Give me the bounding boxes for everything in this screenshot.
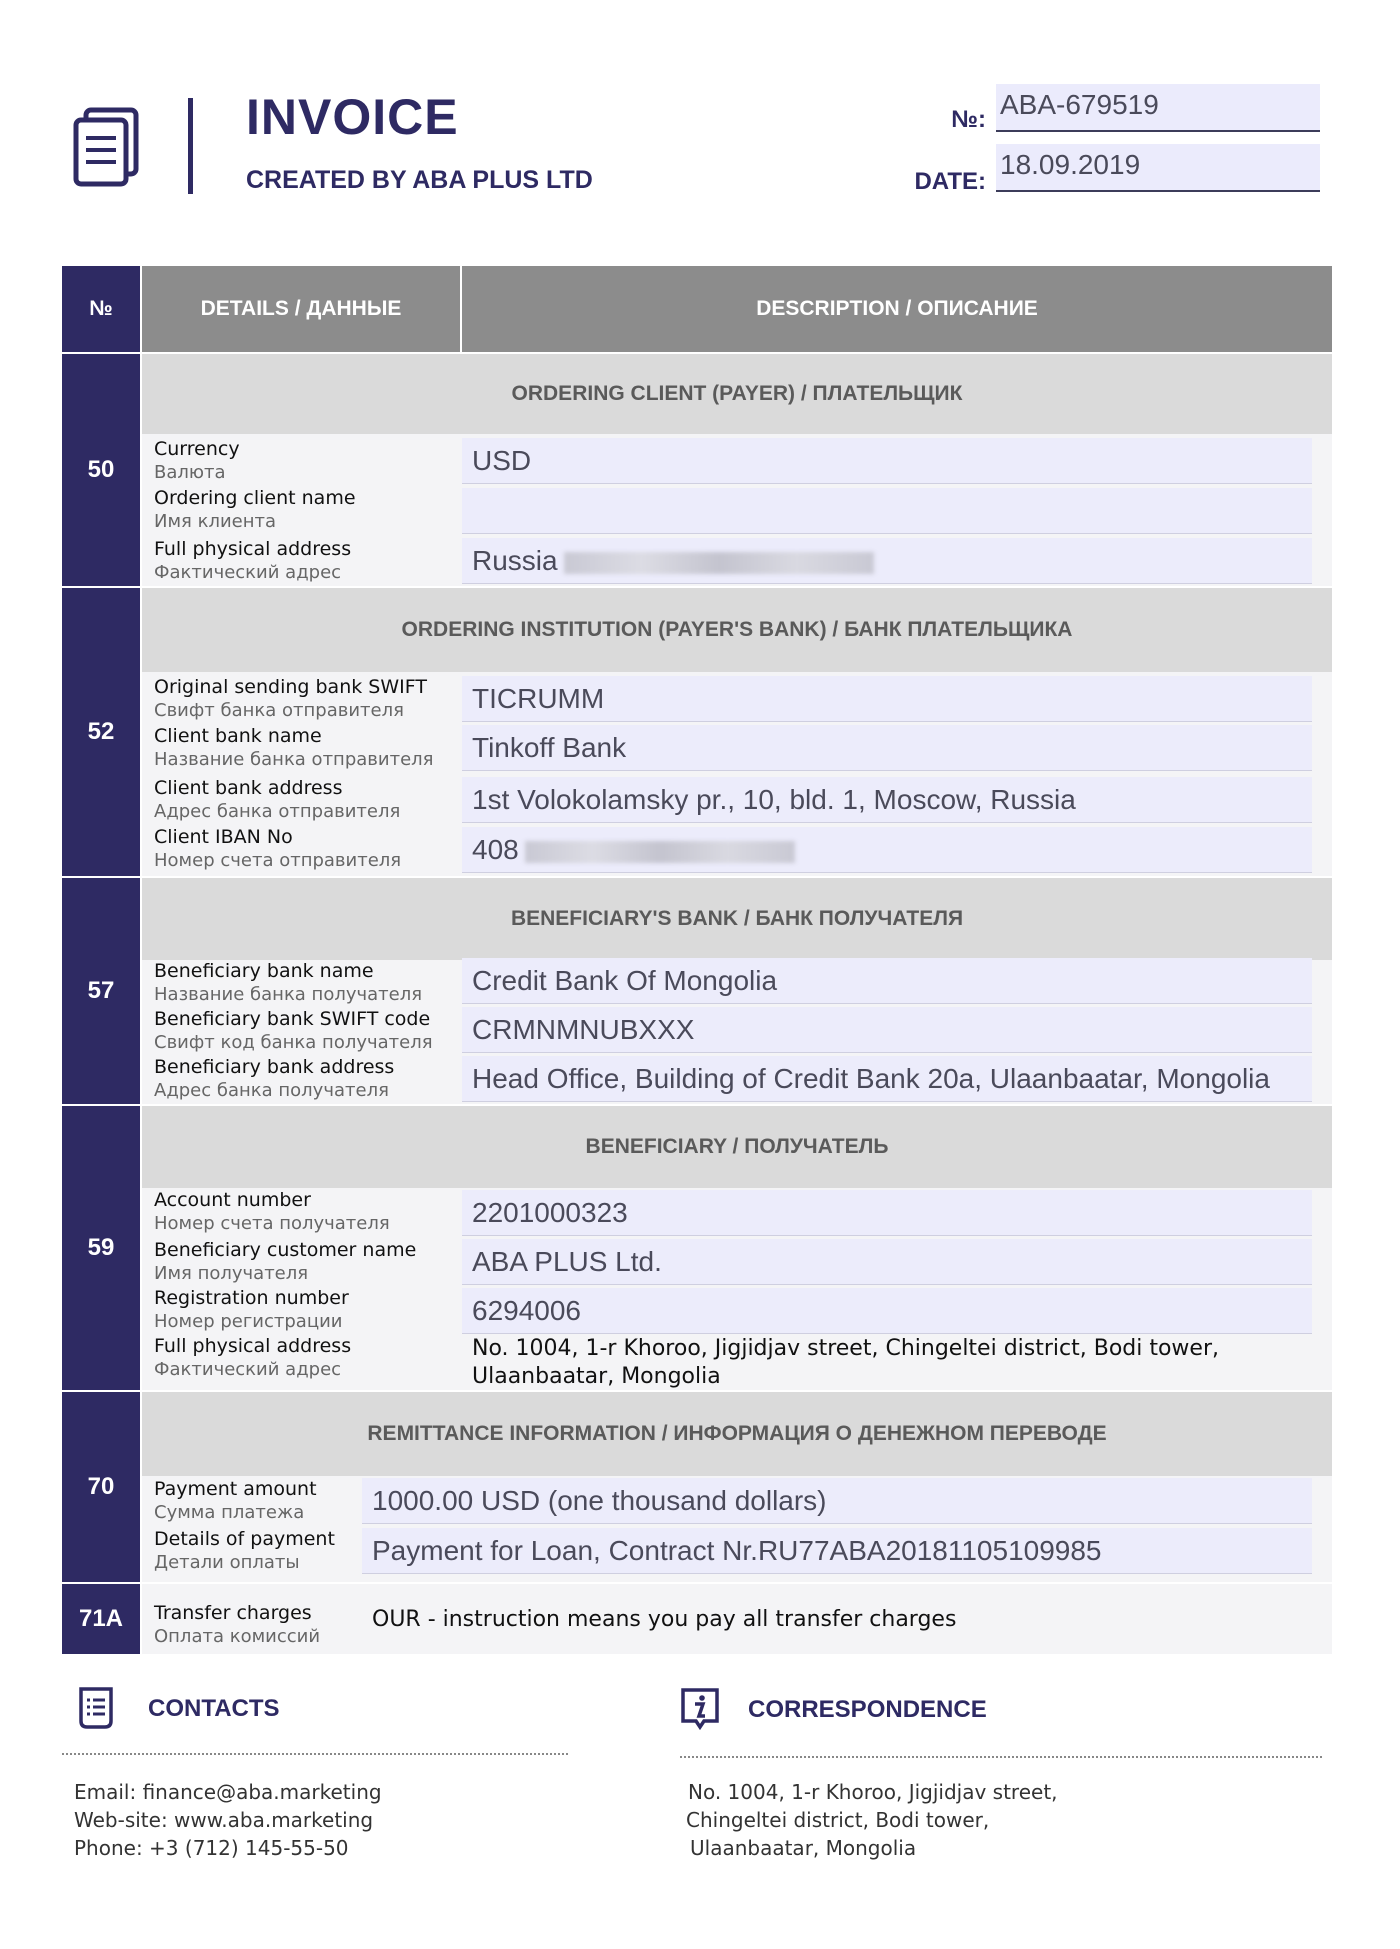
client-address-field[interactable]: Russia <box>462 538 1312 584</box>
row-label: Beneficiary bank SWIFT code <box>154 1008 431 1030</box>
contacts-website: Web-site: www.aba.marketing <box>74 1808 374 1832</box>
row-label-ru: Название банка получателя <box>154 984 423 1005</box>
invoice-date-label: DATE: <box>914 168 986 195</box>
row-label: Full physical address <box>154 538 352 560</box>
row-label: Transfer charges <box>154 1602 312 1624</box>
row-label-ru: Название банка отправителя <box>154 749 434 770</box>
header-details-cell: DETAILS / ДАННЫЕ <box>142 266 460 352</box>
header-num-cell: № <box>62 266 140 352</box>
row-label-ru: Сумма платежа <box>154 1502 305 1523</box>
row-label-ru: Валюта <box>154 462 226 483</box>
invoice-subtitle: CREATED BY ABA PLUS LTD <box>246 166 593 194</box>
row-label-ru: Номер регистрации <box>154 1311 343 1332</box>
section-code-57: 57 <box>62 878 140 1104</box>
row-label: Beneficiary bank name <box>154 960 374 982</box>
section-code-52: 52 <box>62 588 140 876</box>
invoice-date-field[interactable]: 18.09.2019 <box>996 144 1320 192</box>
document-icon <box>72 106 142 190</box>
payment-amount-field[interactable]: 1000.00 USD (one thousand dollars) <box>362 1478 1312 1524</box>
beneficiary-address-text: No. 1004, 1-r Khoroo, Jigjidjav street, Chingeltei district, Bodi tower, Ulaanbaatar, Mongolia <box>472 1336 1220 1389</box>
section-title-beneficiary-bank: BENEFICIARY'S BANK / БАНК ПОЛУЧАТЕЛЯ <box>142 878 1332 960</box>
row-label-ru: Фактический адрес <box>154 562 342 583</box>
invoice-number-field[interactable]: ABA-679519 <box>996 84 1320 132</box>
row-label-ru: Детали оплаты <box>154 1552 300 1573</box>
row-label-ru: Свифт банка отправителя <box>154 700 404 721</box>
redacted-text <box>564 552 874 574</box>
invoice-title: INVOICE <box>246 89 459 145</box>
beneficiary-bank-swift-field[interactable]: CRMNMNUBXXX <box>462 1007 1312 1053</box>
beneficiary-bank-address-field[interactable]: Head Office, Building of Credit Bank 20a, Ulaanbaatar, Mongolia <box>462 1056 1312 1102</box>
row-label-ru: Оплата комиссий <box>154 1626 321 1647</box>
redacted-text <box>525 841 795 863</box>
contacts-email: Email: finance@aba.marketing <box>74 1780 382 1804</box>
row-label: Details of payment <box>154 1528 335 1550</box>
section-code-71a: 71A <box>62 1584 140 1654</box>
account-number-field[interactable]: 2201000323 <box>462 1190 1312 1236</box>
section-title-remittance: REMITTANCE INFORMATION / ИНФОРМАЦИЯ О ДЕНЕЖНОМ ПЕРЕВОДЕ <box>142 1392 1332 1476</box>
row-label: Beneficiary bank address <box>154 1056 395 1078</box>
contacts-phone: Phone: +3 (712) 145-55-50 <box>74 1836 349 1860</box>
row-label: Payment amount <box>154 1478 317 1500</box>
section-code-50: 50 <box>62 354 140 586</box>
currency-field[interactable]: USD <box>462 438 1312 484</box>
header-divider <box>188 98 193 194</box>
row-label: Full physical address <box>154 1335 352 1357</box>
contacts-icon <box>76 1686 116 1730</box>
row-label-ru: Номер счета отправителя <box>154 850 402 871</box>
row-label-ru: Свифт код банка получателя <box>154 1032 433 1053</box>
correspondence-line-2: Chingeltei district, Bodi tower, <box>686 1808 990 1832</box>
row-label-ru: Адрес банка отправителя <box>154 801 401 822</box>
contacts-title: CONTACTS <box>148 1695 280 1722</box>
row-label-ru: Имя получателя <box>154 1263 309 1284</box>
transfer-charges-text: OUR - instruction means you pay all transfer charges <box>372 1607 957 1632</box>
client-bank-name-field[interactable]: Tinkoff Bank <box>462 725 1312 771</box>
row-label: Registration number <box>154 1287 349 1309</box>
invoice-number-label: №: <box>951 106 986 133</box>
section-code-70: 70 <box>62 1392 140 1582</box>
row-label: Ordering client name <box>154 487 356 509</box>
client-iban-field[interactable]: 408 <box>462 827 1312 873</box>
ordering-client-name-field[interactable] <box>462 488 1312 534</box>
section-title-ordering-institution: ORDERING INSTITUTION (PAYER'S BANK) / БАНК ПЛАТЕЛЬЩИКА <box>142 588 1332 672</box>
row-label: Client IBAN No <box>154 826 293 848</box>
sending-bank-swift-field[interactable]: TICRUMM <box>462 676 1312 722</box>
info-icon <box>680 1686 720 1730</box>
row-label: Beneficiary customer name <box>154 1239 417 1261</box>
row-label-ru: Номер счета получателя <box>154 1213 390 1234</box>
row-label: Client bank name <box>154 725 322 747</box>
beneficiary-customer-name-field[interactable]: ABA PLUS Ltd. <box>462 1239 1312 1285</box>
section-code-59: 59 <box>62 1106 140 1390</box>
row-label-ru: Имя клиента <box>154 511 277 532</box>
row-label: Original sending bank SWIFT <box>154 676 427 698</box>
registration-number-field[interactable]: 6294006 <box>462 1288 1312 1334</box>
correspondence-divider <box>680 1756 1322 1758</box>
correspondence-line-1: No. 1004, 1-r Khoroo, Jigjidjav street, <box>688 1780 1058 1804</box>
row-label: Client bank address <box>154 777 343 799</box>
section-title-beneficiary: BENEFICIARY / ПОЛУЧАТЕЛЬ <box>142 1106 1332 1188</box>
row-label: Currency <box>154 438 240 460</box>
client-bank-address-field[interactable]: 1st Volokolamsky pr., 10, bld. 1, Moscow, Russia <box>462 777 1312 823</box>
contacts-divider <box>62 1753 568 1755</box>
row-label-ru: Фактический адрес <box>154 1359 342 1380</box>
beneficiary-bank-name-field[interactable]: Credit Bank Of Mongolia <box>462 958 1312 1004</box>
row-label: Account number <box>154 1189 311 1211</box>
header-description-cell: DESCRIPTION / ОПИСАНИЕ <box>462 266 1332 352</box>
correspondence-title: CORRESPONDENCE <box>748 1696 987 1723</box>
payment-details-field[interactable]: Payment for Loan, Contract Nr.RU77ABA20181105109985 <box>362 1528 1312 1574</box>
row-label-ru: Адрес банка получателя <box>154 1080 389 1101</box>
section-title-ordering-client: ORDERING CLIENT (PAYER) / ПЛАТЕЛЬЩИК <box>142 354 1332 434</box>
correspondence-line-3: Ulaanbaatar, Mongolia <box>690 1836 917 1860</box>
